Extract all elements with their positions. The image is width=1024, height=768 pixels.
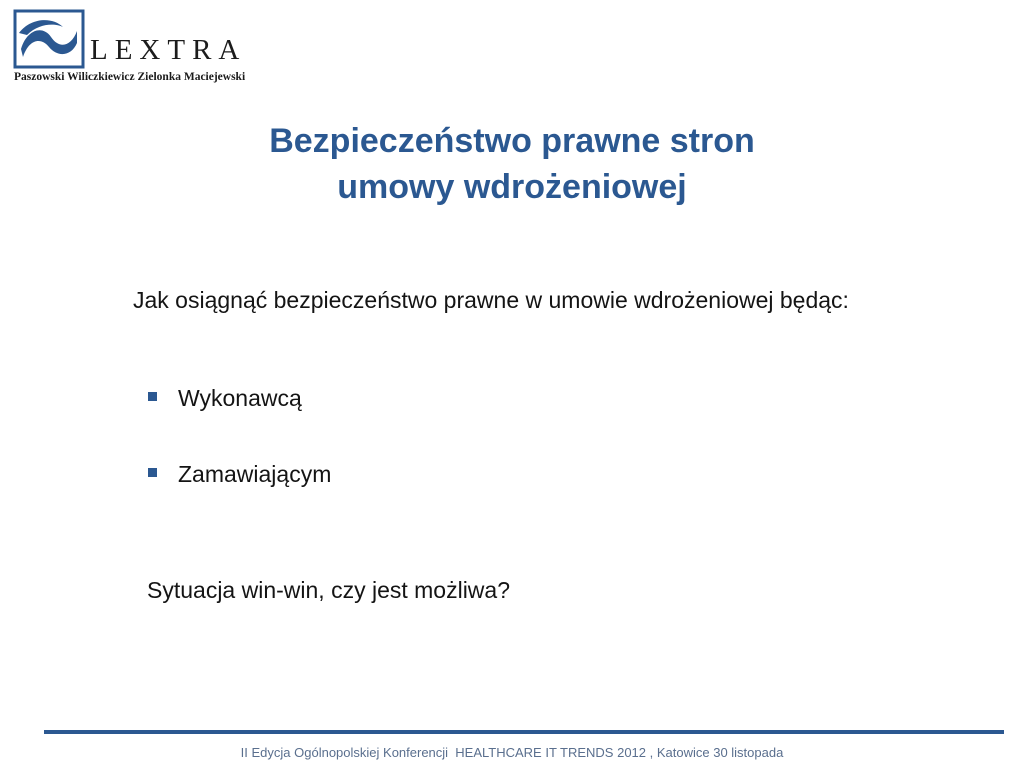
square-bullet-icon <box>148 468 157 477</box>
logo-wordmark: LEXTRA <box>90 34 247 66</box>
intro-paragraph: Jak osiągnąć bezpieczeństwo prawne w umowie wdrożeniowej będąc: <box>133 287 849 313</box>
slide-title-line-1: Bezpieczeństwo prawne stron <box>269 122 755 160</box>
closing-question: Sytuacja win-win, czy jest możliwa? <box>147 577 511 603</box>
square-bullet-icon <box>148 392 157 401</box>
footer-divider <box>44 730 1004 734</box>
logo-partners: Paszowski Wiliczkiewicz Zielonka Maciejewski <box>14 71 246 83</box>
lextra-logo <box>0 0 280 100</box>
slide-title-line-2: umowy wdrożeniowej <box>337 168 687 206</box>
bullet-label: Wykonawcą <box>178 385 302 411</box>
footer-conference-text: II Edycja Ogólnopolskiej Konferencji HEALTHCARE IT TRENDS 2012 , Katowice 30 listopada <box>240 745 784 760</box>
lextra-emblem-icon <box>13 9 85 69</box>
bullet-label: Zamawiającym <box>178 461 332 487</box>
